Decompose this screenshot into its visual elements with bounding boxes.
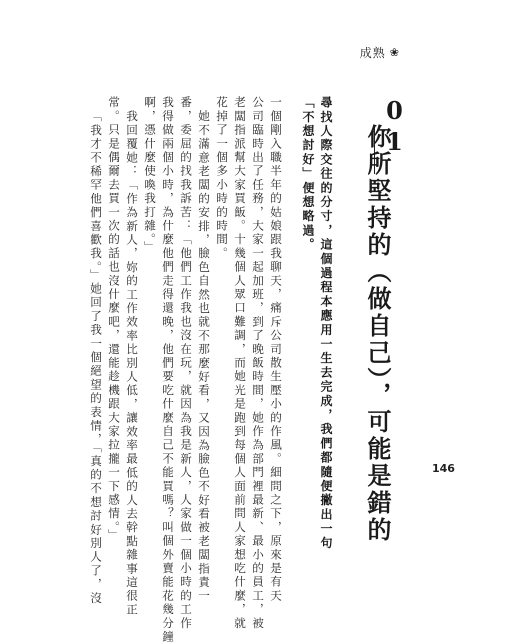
running-title: 成熟 <box>359 46 386 60</box>
chapter-title: 你所堅持的（做自己），可能是錯的 <box>363 124 391 544</box>
running-head <box>360 44 400 61</box>
subtitle-line: 「不想討好」便想略過。 <box>301 96 315 253</box>
body-line: 啊，憑什麼使喚我打雜。」 <box>143 96 157 255</box>
body-line: 常。只是偶爾去買一次的話也沒什麼吧，還能趁機跟大家拉攏一下感情。」 <box>107 96 121 543</box>
body-line: 公司臨時出了任務，大家一起加班，到了晚飯時間，她作為部門裡最新、最小的員工，被 <box>251 96 265 631</box>
stamp-mark-icon: ❀ <box>389 46 400 59</box>
body-line: 一個剛入職半年的姑娘跟我聊天，痛斥公司散生壓小的作風。細問之下，原來是有天 <box>269 96 283 603</box>
body-line: 我得做兩個小時，為什麼他們走得還晚，他們要吃什麼自己不能買嗎？叫個外賣能花幾分鐘 <box>161 96 175 644</box>
page-number: 146 <box>432 462 455 475</box>
chapter-number: 01 <box>380 96 409 158</box>
body-line: 她不滿意老闆的安排，臉色自然也就不那麼好看，又因為臉色不好看被老闆指責一 <box>197 110 211 604</box>
body-line: 番，委屈的找我訴苦：「他們工作我也沒在玩，就因為我是新人，人家做一個小時的工作 <box>179 96 193 631</box>
subtitle-line: 尋找人際交往的分寸，這個過程本應用一生去完成，我們都隨便撇出一句 <box>319 96 333 551</box>
body-line: 我回覆她：「作為新人，妳的工作效率比別人低，讓效率最低的人去幹點雜事這很正 <box>125 110 139 617</box>
body-line: 「我才不稀罕他們喜歡我。」她回了我一個絕望的表情，「真的不想討好別人了，沒 <box>89 110 103 606</box>
body-line: 老闆指派幫大家買飯。十幾個人眾口難調，而她光是跑到每個人面前問人家想吃什麼，就 <box>233 96 247 631</box>
body-line: 花掉了一個多小時的時間。 <box>215 96 229 261</box>
